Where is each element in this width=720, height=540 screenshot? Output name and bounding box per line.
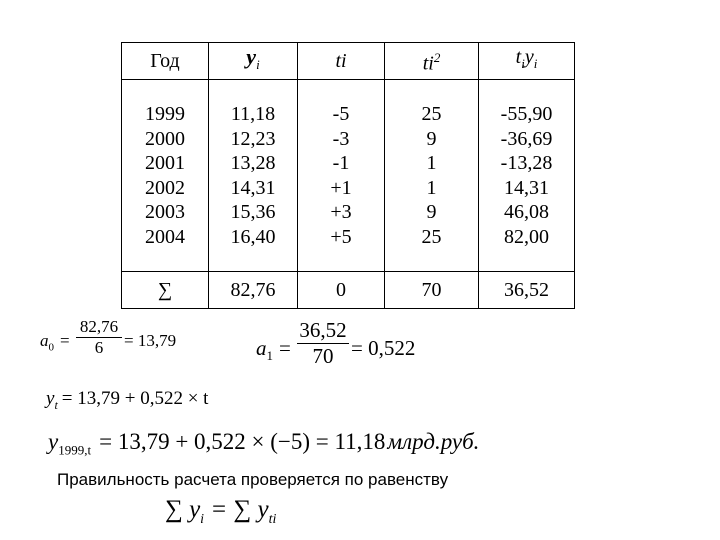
sum-ty: 36,52: [479, 272, 575, 309]
a1-eq: =: [279, 336, 291, 360]
cell-ty: -13,28: [500, 152, 553, 174]
header-t-squared: [385, 43, 479, 80]
cell-ty: 46,08: [504, 201, 549, 223]
table-data-row: [122, 80, 575, 272]
a0-symbol: a: [40, 331, 49, 350]
formula-a1-lhs: [256, 336, 291, 364]
a0-sub: 0: [48, 341, 54, 354]
formula-a0-lhs: [40, 331, 70, 353]
check-lhs: ∑ y: [165, 496, 201, 523]
header-t2-label: ti: [422, 52, 434, 75]
forecast-unit: млрд.руб.: [387, 429, 480, 454]
header-year: Год: [122, 43, 209, 80]
cell-year: 2001: [145, 152, 185, 174]
a1-numerator: 36,52: [299, 318, 347, 342]
header-ty: [479, 43, 575, 80]
cell-year: 2004: [145, 225, 185, 248]
header-y: [209, 43, 298, 80]
cell-y: 12,23: [230, 127, 276, 150]
formula-a0-result: = 13,79: [124, 331, 177, 350]
cell-t: +5: [330, 225, 352, 248]
forecast-rhs: = 13,79 + 0,522 × (−5) = 11,18: [99, 429, 386, 454]
col-ty: [479, 80, 575, 272]
sum-y: 82,76: [209, 272, 298, 309]
cell-t2: 25: [421, 103, 442, 125]
table-sum-row: [122, 272, 575, 309]
formula-check: [165, 496, 276, 528]
cell-ty: -55,90: [500, 103, 553, 125]
table-header-row: [122, 43, 575, 80]
formula-a0-fraction: [76, 317, 122, 358]
sum-t2: 70: [385, 272, 479, 309]
a1-symbol: a: [256, 336, 267, 360]
sum-t: 0: [298, 272, 385, 309]
formula-trend: [46, 388, 208, 413]
cell-t2: 25: [421, 225, 442, 248]
cell-t: -1: [332, 152, 350, 174]
col-t-squared: [385, 80, 479, 272]
a0-eq: =: [60, 331, 70, 350]
cell-ty: 82,00: [504, 225, 549, 248]
cell-t: +3: [330, 201, 352, 223]
forecast-y-symbol: y: [48, 429, 59, 454]
cell-t: -5: [332, 103, 350, 125]
cell-ty: -36,69: [500, 127, 553, 150]
formula-forecast: [48, 429, 479, 459]
header-ty-tsub: i: [521, 56, 525, 72]
header-ty-y: y: [524, 46, 534, 69]
cell-y: 13,28: [230, 152, 276, 174]
a1-denominator: 70: [312, 344, 334, 368]
a0-denominator: 6: [94, 338, 104, 357]
cell-t2: 1: [426, 176, 437, 199]
a0-numerator: 82,76: [79, 317, 119, 336]
cell-y: 11,18: [230, 103, 276, 125]
cell-year: 2003: [145, 201, 185, 223]
formula-a1-result: = 0,522: [351, 336, 416, 360]
header-y-symbol: y: [246, 43, 257, 69]
forecast-sub: 1999,t: [58, 442, 92, 458]
cell-t: -3: [332, 127, 350, 150]
header-ty-ysub: i: [533, 56, 538, 72]
cell-y: 16,40: [230, 225, 276, 248]
header-y-sub: i: [256, 56, 260, 72]
check-rhs: = ∑ y: [204, 496, 269, 523]
check-note: Правильность расчета проверяется по равенству: [57, 470, 449, 489]
cell-t2: 9: [426, 127, 437, 150]
header-t-label: ti: [335, 49, 347, 72]
col-years: [122, 80, 209, 272]
cell-t2: 1: [426, 152, 437, 174]
col-y: [209, 80, 298, 272]
cell-y: 15,36: [230, 201, 276, 223]
cell-year: 2000: [145, 127, 185, 150]
check-rsub: ti: [268, 512, 277, 527]
sum-symbol: ∑: [122, 272, 209, 309]
trend-y-symbol: y: [46, 388, 55, 409]
cell-ty: 14,31: [504, 176, 549, 199]
header-ty-t: t: [515, 46, 522, 69]
cell-y: 14,31: [230, 176, 276, 199]
check-lsub: i: [200, 512, 205, 527]
trend-rhs: = 13,79 + 0,522 × t: [61, 388, 209, 409]
cell-t: +1: [330, 176, 352, 199]
header-t: [298, 43, 385, 80]
cell-year: 2002: [145, 176, 185, 199]
cell-t2: 9: [426, 201, 437, 223]
trend-sub: t: [54, 397, 58, 412]
header-t2-sup: 2: [433, 49, 441, 65]
data-table: [121, 42, 575, 309]
formula-a1-fraction: [297, 318, 349, 369]
col-t: [298, 80, 385, 272]
a1-sub: 1: [266, 348, 273, 364]
cell-year: 1999: [145, 103, 185, 125]
